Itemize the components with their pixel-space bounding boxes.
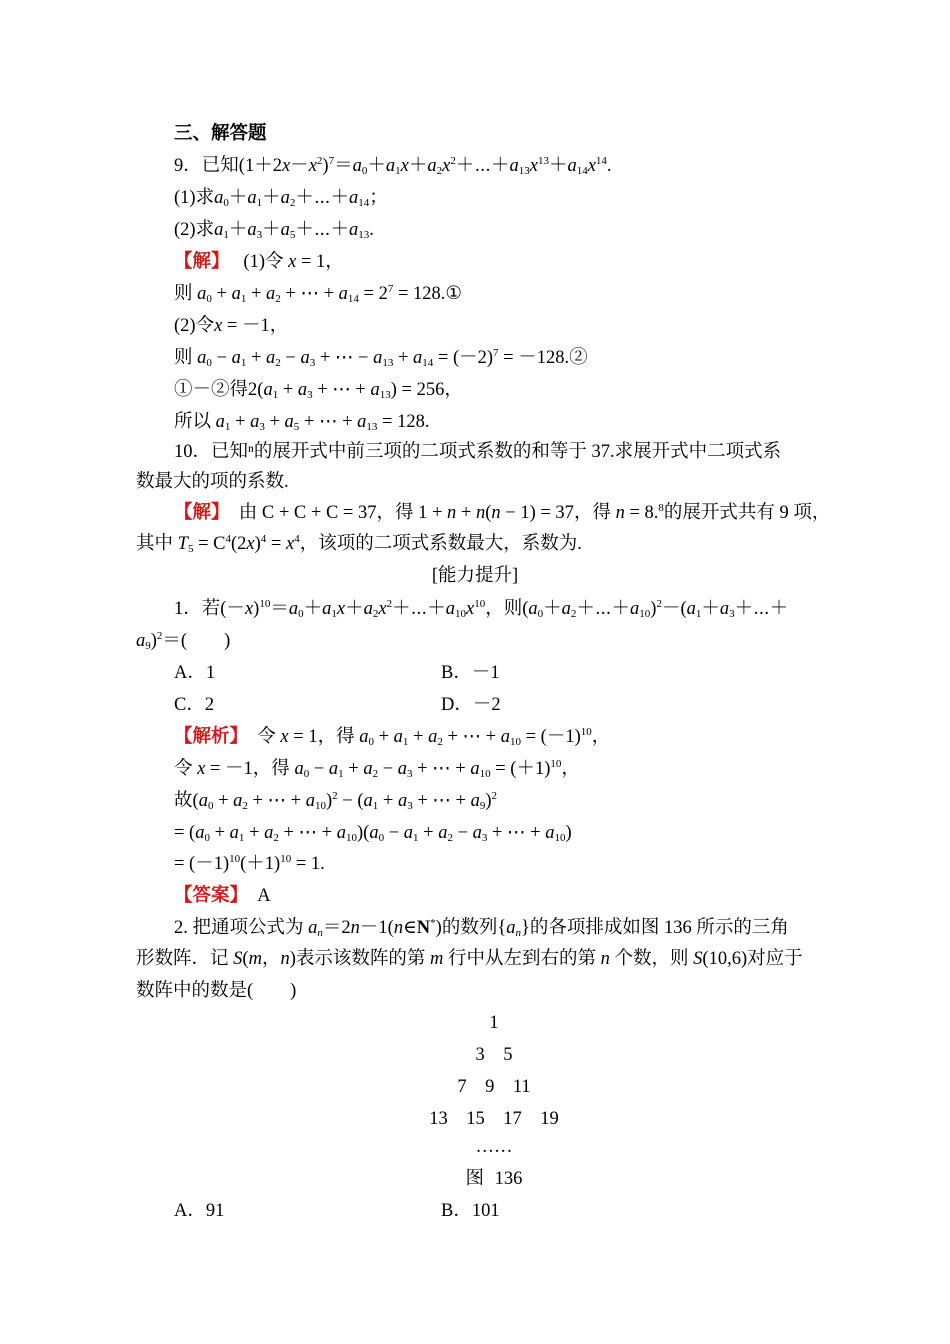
answer-label: 【答案】 (174, 886, 239, 906)
q9-solution-3: (2)令x = －1， (174, 316, 289, 336)
p1-stem-1: 1．若$(-x)^{10}=a_0+a_1x+a_2x^2+\cdots+a_{10}x^{10}$，则$(a_0+a_2+\cdots+a_{10})^2-(a_1+a_3+\cdots+$ (174, 598, 789, 620)
q9-solution-1: 【解】 (1)令 x = 1， (174, 252, 344, 272)
p2-choice-b: B．101 (441, 1201, 500, 1221)
q10-solution-2: 其中 $T_5 = C^4(2x)^4 = x^4$，该项的二项式系数最大，系数为. (136, 533, 582, 555)
triangle-ellipsis: …… (475, 1137, 513, 1157)
p1-analysis-3: 故($a_0 + a_2$ + ⋯ + $a_{10})^2 - (a_1 + a_3$ + ⋯ + $a_9)^2$ (174, 790, 498, 812)
q9-solution-6: 所以 $a_1 + a_3 + a_5$ + ⋯ + $a_{13} = 128$. (174, 412, 430, 433)
q10-solution-1: 【解】 由 C + C + C = 37，得 1 + n + n(n − 1) = 37，得 n = 8.$^8$的展开式共有 9 项， (174, 502, 831, 523)
p1-analysis-2: 令 x = －1，得 $a_0 - a_1 + a_2 - a_3$ + ⋯ + $a_{10} = (+1)^{10}$， (174, 758, 580, 780)
p1-choice-d: D．－2 (441, 695, 501, 715)
triangle-row-3: 7 9 11 (457, 1077, 531, 1097)
p2-stem-3: 数阵中的数是( ) (136, 981, 297, 1001)
figure-caption: 图 136 (465, 1169, 523, 1189)
p1-choice-a: A．1 (174, 663, 216, 683)
p1-answer: 【答案】 A (174, 886, 271, 906)
q9-solution-2: 则 $a_0 + a_1 + a_2$ + ⋯ + $a_{14} = 2^7$ = 128.① (174, 283, 462, 305)
p1-analysis-1: 【解析】 令 x = 1，得 $a_0 + a_1 + a_2$ + ⋯ + $a_{10} = (-1)^{10}$， (174, 726, 611, 748)
section-title: 三、解答题 (174, 124, 267, 144)
triangle-row-4: 13 15 17 19 (429, 1109, 559, 1129)
q9-solution-5: ①－②得$2(a_1 + a_3$ + ⋯ + $a_{13}) = 256$， (174, 380, 463, 401)
q9-part2: (2)求$a_1+a_3+a_5+\cdots+a_{13}$. (174, 220, 374, 241)
ability-title: [能力提升] (431, 566, 519, 586)
p1-choice-c: C．2 (174, 695, 215, 715)
q9-solution-4: 则 $a_0 - a_1 + a_2 - a_3$ + ⋯ − $a_{13} + a_{14} = (-2)^7$ = －128.② (174, 347, 588, 369)
p2-stem-1: 2. 把通项公式为 $a_n=2n-1(n\in N^*)$的数列$\{a_n\}$的各项排成如图 136 所示的三角 (174, 917, 789, 939)
p2-choice-a: A．91 (174, 1201, 225, 1221)
q10-stem-1: 10．已知ⁿ的展开式中前三项的二项式系数的和等于 37.求展开式中二项式系 (174, 442, 782, 462)
triangle-row-1: 1 (489, 1013, 499, 1033)
q10-stem-2: 数最大的项的系数. (136, 472, 289, 492)
jie-label: 【解】 (174, 503, 221, 523)
triangle-row-2: 3 5 (475, 1045, 513, 1065)
p1-stem-2: $a_9)^2=$( ) (136, 630, 231, 652)
p1-analysis-4: = ($a_0 + a_1 + a_2$ + ⋯ + $a_{10})(a_0 - a_1 + a_2 - a_3$ + ⋯ + $a_{10}$) (174, 823, 572, 844)
q9-stem: 9．已知$(1+2x-x^2)^7=a_0+a_1x+a_2x^2+\cdots+a_{13}x^{13}+a_{14}x^{14}$. (174, 155, 612, 177)
analysis-label: 【解析】 (174, 727, 239, 747)
jie-label: 【解】 (174, 252, 221, 272)
p1-analysis-5: = $(-1)^{10}(+1)^{10} = 1$. (174, 853, 325, 874)
q9-part1: (1)求$a_0+a_1+a_2+\cdots+a_{14}$； (174, 188, 388, 209)
p2-stem-2: 形数阵．记 S(m，n)表示该数阵的第 m 行中从左到右的第 n 个数，则 S(10,6)对应于 (136, 949, 803, 969)
p1-choice-b: B．－1 (441, 663, 500, 683)
